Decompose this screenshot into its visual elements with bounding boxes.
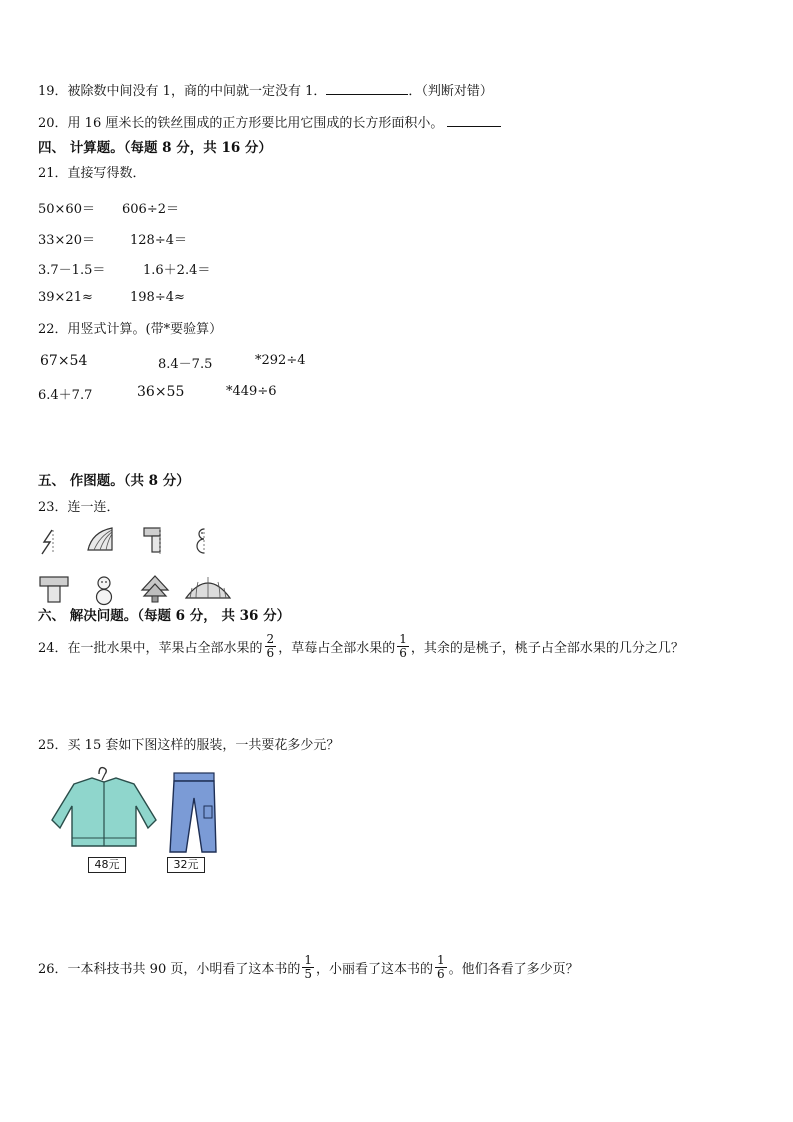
fraction-numerator: 1	[437, 953, 445, 967]
calc-item: 128÷4＝	[130, 233, 187, 248]
umbrella-icon[interactable]	[184, 574, 232, 604]
lightning-half-icon[interactable]	[38, 528, 60, 556]
snowman-half-icon[interactable]	[192, 526, 210, 556]
question-26-text: 。他们各看了多少页？	[448, 962, 579, 977]
section-6-title: 六、 解决问题。（每题 6 分， 共 36 分）	[38, 608, 291, 624]
section-5-title: 五、 作图题。（共 8 分）	[38, 473, 190, 489]
question-22-title: 22．用竖式计算。(带*要验算）	[38, 322, 223, 337]
fraction	[265, 633, 277, 660]
fraction-numerator: 2	[266, 632, 275, 646]
question-19-tail: ．（判断对错）	[408, 84, 493, 99]
fraction	[435, 954, 447, 981]
question-20	[38, 114, 501, 133]
calc-item: 1.6＋2.4＝	[143, 263, 211, 278]
question-21-title: 21．直接写得数．	[38, 166, 146, 181]
calc-item: 33×20＝	[38, 233, 95, 248]
fraction-denominator: 5	[304, 967, 312, 981]
mushroom-half-icon[interactable]	[140, 526, 164, 556]
question-24-text: 24．在一批水果中，苹果占全部水果的	[38, 641, 263, 656]
question-26-text: ，小丽看了这本书的	[316, 962, 434, 977]
umbrella-half-icon[interactable]	[86, 526, 116, 554]
fraction-denominator: 6	[399, 646, 407, 660]
fraction-denominator: 6	[266, 646, 275, 660]
question-24-text: ，草莓占全部水果的	[278, 641, 396, 656]
tree-icon[interactable]	[140, 574, 170, 604]
question-26	[38, 952, 579, 988]
calc-item: 39×21≈	[38, 290, 93, 305]
question-26-text: 26．一本科技书共 90 页，小明看了这本书的	[38, 962, 301, 977]
snowman-icon[interactable]	[92, 574, 116, 606]
mushroom-icon[interactable]	[38, 574, 70, 604]
calc-item: 606÷2＝	[122, 202, 179, 217]
fraction	[397, 633, 409, 660]
vertical-calc-item: 67×54	[40, 353, 88, 369]
vertical-calc-item: *449÷6	[226, 384, 277, 399]
answer-blank[interactable]	[326, 82, 408, 95]
question-25-title: 25．买 15 套如下图这样的服装，一共要花多少元？	[38, 738, 340, 753]
fraction	[302, 954, 314, 981]
question-24-text: ，其余的是桃子，桃子占全部水果的几分之几？	[410, 641, 684, 656]
fraction-numerator: 1	[304, 953, 312, 967]
question-24	[38, 632, 684, 666]
jacket-icon	[44, 766, 164, 856]
answer-blank[interactable]	[447, 114, 501, 127]
vertical-calc-item: 36×55	[137, 384, 185, 400]
vertical-calc-item: *292÷4	[255, 353, 306, 368]
calc-item: 50×60＝	[38, 202, 95, 217]
question-20-text: 20．用 16 厘米长的铁丝围成的正方形要比用它围成的长方形面积小。	[38, 116, 444, 131]
section-4-title: 四、 计算题。（每题 8 分，共 16 分）	[38, 140, 272, 156]
pants-price-tag: 32元	[167, 857, 205, 873]
vertical-calc-item: 8.4－7.5	[158, 357, 213, 372]
jacket-price-tag: 48元	[88, 857, 126, 873]
calc-item: 198÷4≈	[130, 290, 185, 305]
vertical-calc-item: 6.4＋7.7	[38, 388, 93, 403]
calc-item: 3.7－1.5＝	[38, 263, 106, 278]
pants-icon	[160, 770, 220, 856]
question-19	[38, 82, 493, 101]
fraction-denominator: 6	[437, 967, 445, 981]
question-23-title: 23．连一连．	[38, 500, 120, 515]
fraction-numerator: 1	[399, 632, 407, 646]
question-19-text: 19．被除数中间没有 1，商的中间就一定没有 1．	[38, 84, 327, 99]
